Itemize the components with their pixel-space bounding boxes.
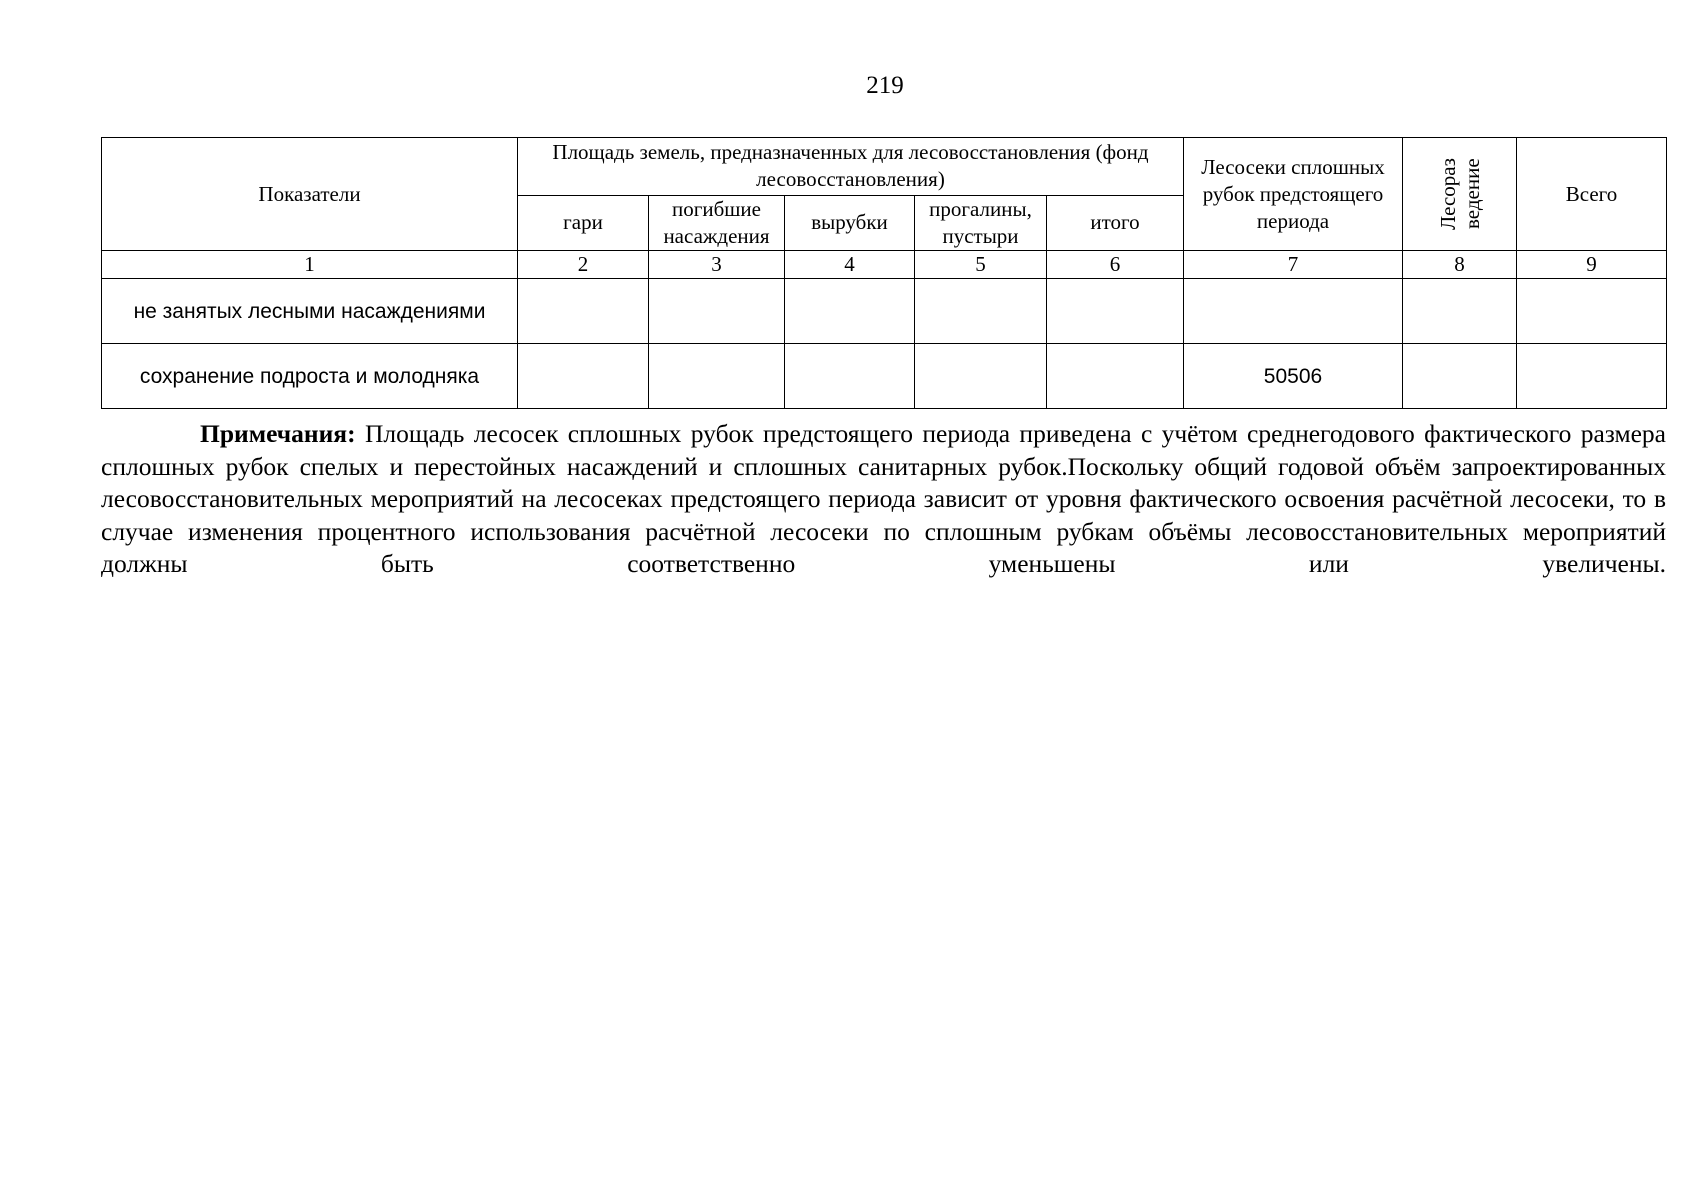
table-cell <box>1047 279 1184 344</box>
column-number: 3 <box>649 251 785 279</box>
header-clearcut-plots: Лесосеки сплошных рубок предстоящего периода <box>1184 138 1403 251</box>
header-glades: прогалины, пустыри <box>915 195 1047 251</box>
page-number: 219 <box>866 72 904 99</box>
table-row <box>102 279 1667 344</box>
header-afforestation <box>1403 138 1517 251</box>
notes-paragraph <box>101 418 1666 581</box>
header-indicators: Показатели <box>102 138 518 251</box>
column-number: 7 <box>1184 251 1403 279</box>
column-number: 8 <box>1403 251 1517 279</box>
table-cell <box>1403 279 1517 344</box>
row-label: сохранение подроста и молодняка <box>102 344 518 409</box>
table-cell <box>1047 344 1184 409</box>
table-cell <box>1517 279 1667 344</box>
table-cell <box>785 279 915 344</box>
reforestation-table <box>101 137 1667 409</box>
column-number: 6 <box>1047 251 1184 279</box>
table-cell <box>649 279 785 344</box>
header-dead-stands: погибшие насаждения <box>649 195 785 251</box>
table-cell <box>785 344 915 409</box>
table-cell <box>1517 344 1667 409</box>
column-number: 2 <box>518 251 649 279</box>
column-number: 5 <box>915 251 1047 279</box>
table-cell <box>1184 279 1403 344</box>
table-cell <box>518 344 649 409</box>
table-cell: 50506 <box>1184 344 1403 409</box>
header-total: Всего <box>1517 138 1667 251</box>
notes-text: Площадь лесосек сплошных рубок предстоящего периода приведена с учётом среднегодового фактического размера сплошных рубок спелых и перестойных насаждений и сплошных санитарных рубок.Поскольку общий годовой объём запроектированных лесовосстановительных мероприятий на лесосеках предстоящего периода зависит от уровня фактического освоения расчётной лесосеки, то в случае изменения процентного использования расчётной лесосеки по сплошным рубкам объёмы лесовосстановительных мероприятий должны быть соответственно уменьшены или увеличены. <box>101 419 1667 579</box>
header-cuttings: вырубки <box>785 195 915 251</box>
header-burns: гари <box>518 195 649 251</box>
row-label: не занятых лесными насаждениями <box>102 279 518 344</box>
table-row <box>102 344 1667 409</box>
notes-label: Примечания: <box>200 419 356 448</box>
table-cell <box>518 279 649 344</box>
column-number: 9 <box>1517 251 1667 279</box>
table-cell <box>915 344 1047 409</box>
header-afforestation-label: Лесораз ведение <box>1435 158 1484 230</box>
table-cell <box>649 344 785 409</box>
column-number: 4 <box>785 251 915 279</box>
table-cell <box>1403 344 1517 409</box>
table-cell <box>915 279 1047 344</box>
header-reforestation-area: Площадь земель, предназначенных для лесовосстановления (фонд лесовосстановления) <box>518 138 1184 196</box>
column-number: 1 <box>102 251 518 279</box>
header-subtotal: итого <box>1047 195 1184 251</box>
